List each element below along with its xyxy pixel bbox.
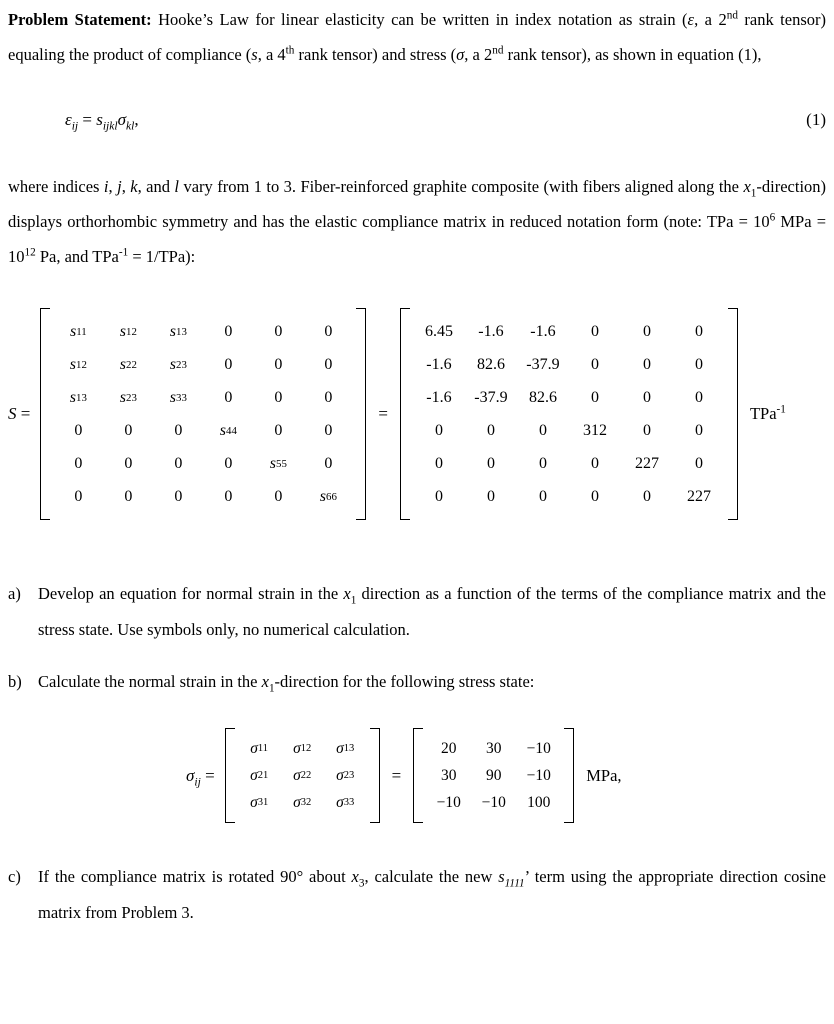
matrix-cell: 0 bbox=[274, 388, 283, 406]
matrix-cell: -1.6 bbox=[426, 388, 452, 406]
matrix-cell: −10 bbox=[526, 739, 551, 757]
matrix-cell: s 12 bbox=[69, 355, 87, 373]
matrix-cell: s 33 bbox=[169, 388, 187, 406]
text-segment: = bbox=[200, 765, 215, 785]
matrix-cell: 0 bbox=[590, 454, 599, 472]
matrix-cell: -37.9 bbox=[474, 388, 508, 406]
item-b bbox=[8, 664, 826, 700]
text-segment: , a 2 bbox=[694, 10, 727, 29]
text-segment: l bbox=[174, 177, 180, 196]
left-bracket bbox=[225, 728, 235, 823]
equation-1-number: (1) bbox=[806, 110, 826, 129]
text-segment: 6 bbox=[769, 211, 776, 224]
matrix-cell: -37.9 bbox=[526, 355, 560, 373]
text-segment: = bbox=[78, 110, 97, 129]
text-segment: TPa bbox=[749, 404, 777, 423]
matrix-cell: 0 bbox=[224, 487, 233, 505]
matrix-cell: 0 bbox=[538, 454, 547, 472]
text-segment: k bbox=[130, 177, 138, 196]
matrix-cell: 0 bbox=[274, 355, 283, 373]
stress-matrix-equation bbox=[186, 728, 826, 823]
matrix-cell: 0 bbox=[224, 355, 233, 373]
matrix-cell: 0 bbox=[434, 487, 443, 505]
text-segment: σ bbox=[456, 45, 465, 64]
compliance-numeric-grid bbox=[410, 308, 728, 520]
left-bracket bbox=[400, 308, 410, 520]
matrix-cell: σ 31 bbox=[250, 793, 269, 811]
text-segment: , calculate the new bbox=[364, 867, 499, 886]
matrix-cell: 227 bbox=[686, 487, 711, 505]
text-segment: Hooke’s Law for linear elasticity can be written in index notation as strain ( bbox=[151, 10, 688, 29]
matrix-cell: −10 bbox=[481, 793, 506, 811]
matrix-cell: σ 32 bbox=[293, 793, 312, 811]
text-segment: , bbox=[121, 177, 131, 196]
equation-1 bbox=[8, 102, 826, 137]
matrix-cell: -1.6 bbox=[530, 322, 556, 340]
text-segment: Calculate the normal strain in the bbox=[38, 672, 262, 691]
text-segment: 1 bbox=[268, 682, 275, 695]
matrix-cell: s 66 bbox=[319, 487, 337, 505]
matrix-cell: s 55 bbox=[269, 454, 287, 472]
stress-numeric-matrix bbox=[413, 728, 574, 823]
text-segment: rank tensor) and stress ( bbox=[294, 45, 457, 64]
text-segment: Develop an equation for normal strain in the bbox=[38, 584, 344, 603]
text-segment: s bbox=[251, 45, 258, 64]
matrix-cell: 0 bbox=[174, 421, 183, 439]
matrix-cell: s 44 bbox=[219, 421, 237, 439]
text-segment: where indices bbox=[8, 177, 104, 196]
text-segment: ε bbox=[687, 10, 695, 29]
matrix-cell: 0 bbox=[694, 388, 703, 406]
text-segment: Pa, and TPa bbox=[35, 247, 119, 266]
stress-unit bbox=[586, 766, 621, 786]
matrix-cell: σ 21 bbox=[250, 766, 269, 784]
text-segment: 12 bbox=[24, 246, 36, 259]
text-segment: rank tensor) equaling the product of compliance ( bbox=[8, 10, 826, 64]
stress-symbolic-matrix bbox=[225, 728, 380, 823]
matrix-cell: -1.6 bbox=[426, 355, 452, 373]
matrix-cell: 82.6 bbox=[528, 388, 557, 406]
matrix-cell: 0 bbox=[590, 322, 599, 340]
text-segment: ’ term using the appropriate direction cosine matrix from Problem 3. bbox=[38, 867, 826, 922]
text-segment: MPa = 10 bbox=[8, 212, 826, 266]
matrix-cell: σ 23 bbox=[336, 766, 355, 784]
text-segment: x bbox=[261, 672, 269, 691]
text-segment: σ bbox=[117, 110, 126, 129]
item-b-label: b) bbox=[8, 672, 22, 691]
matrix-cell: 0 bbox=[694, 322, 703, 340]
matrix-cell: 0 bbox=[274, 487, 283, 505]
equals-sign: = bbox=[378, 404, 388, 423]
matrix-cell: s 13 bbox=[69, 388, 87, 406]
text-segment: -direction for the following stress state: bbox=[274, 672, 535, 691]
matrix-cell: 0 bbox=[324, 421, 333, 439]
text-segment: ijkl bbox=[102, 119, 118, 133]
text-segment: ij bbox=[71, 119, 79, 133]
matrix-cell: −10 bbox=[436, 793, 461, 811]
matrix-cell: 0 bbox=[590, 388, 599, 406]
equals-sign: = bbox=[391, 765, 402, 785]
matrix-cell: 0 bbox=[74, 487, 83, 505]
matrix-cell: 0 bbox=[274, 421, 283, 439]
matrix-cell: 0 bbox=[174, 487, 183, 505]
matrix-cell: 0 bbox=[642, 421, 651, 439]
matrix-cell: 0 bbox=[434, 454, 443, 472]
matrix-cell: 0 bbox=[642, 487, 651, 505]
right-bracket bbox=[564, 728, 574, 823]
matrix-cell: 0 bbox=[124, 454, 133, 472]
matrix-cell: 0 bbox=[74, 454, 83, 472]
matrix-cell: 0 bbox=[642, 388, 651, 406]
right-bracket bbox=[370, 728, 380, 823]
text-segment: 3 bbox=[358, 877, 365, 890]
matrix-cell: 0 bbox=[224, 454, 233, 472]
matrix-cell: 0 bbox=[642, 355, 651, 373]
text-segment: -direction) displays orthorhombic symmetry and has the elastic compliance matrix in reduced notation form (note: TPa = 10 bbox=[8, 177, 827, 231]
matrix-cell: 0 bbox=[174, 454, 183, 472]
text-segment: -1 bbox=[776, 403, 786, 416]
text-segment: x bbox=[351, 867, 359, 886]
matrix-cell: 6.45 bbox=[424, 322, 453, 340]
matrix-cell: 0 bbox=[324, 355, 333, 373]
text-segment: ε bbox=[65, 110, 72, 129]
text-segment: nd bbox=[492, 44, 504, 57]
matrix-cell: 90 bbox=[486, 766, 502, 784]
right-bracket bbox=[356, 308, 366, 520]
item-c-label: c) bbox=[8, 867, 21, 886]
item-c-text bbox=[38, 859, 826, 931]
text-segment: kl bbox=[125, 119, 135, 133]
item-a-text bbox=[38, 576, 826, 648]
matrix-cell: 0 bbox=[274, 322, 283, 340]
matrix-cell: 0 bbox=[538, 421, 547, 439]
matrix-cell: 20 bbox=[441, 739, 457, 757]
item-b-text bbox=[38, 664, 826, 700]
text-segment: vary from 1 to 3. Fiber-reinforced graphite composite (with fibers aligned along the bbox=[179, 177, 744, 196]
text-segment: th bbox=[285, 44, 295, 57]
text-segment: direction as a function of the terms of the compliance matrix and the stress state. Use symbols only, no numerical calculation. bbox=[38, 584, 826, 639]
matrix-cell: σ 12 bbox=[293, 739, 312, 757]
matrix-cell: σ 11 bbox=[250, 739, 269, 757]
stress-symbolic-grid bbox=[235, 728, 370, 823]
matrix-cell: 0 bbox=[486, 487, 495, 505]
text-segment: x bbox=[743, 177, 751, 196]
matrix-cell: 100 bbox=[527, 793, 551, 811]
matrix-cell: s 11 bbox=[69, 322, 87, 340]
compliance-symbolic-matrix bbox=[40, 308, 366, 520]
matrix-cell: 0 bbox=[590, 487, 599, 505]
matrix-cell: 0 bbox=[538, 487, 547, 505]
text-segment: nd bbox=[726, 9, 738, 22]
matrix-cell: 0 bbox=[324, 388, 333, 406]
matrix-cell: 0 bbox=[590, 355, 599, 373]
item-a bbox=[8, 576, 826, 648]
matrix-cell: −10 bbox=[526, 766, 551, 784]
right-bracket bbox=[728, 308, 738, 520]
text-segment: , a 2 bbox=[464, 45, 493, 64]
text-segment: s bbox=[96, 110, 103, 129]
matrix-cell: 0 bbox=[434, 421, 443, 439]
text-segment: , bbox=[108, 177, 118, 196]
matrix-cell: σ 33 bbox=[336, 793, 355, 811]
matrix-cell: 312 bbox=[582, 421, 607, 439]
matrix-cell: σ 13 bbox=[336, 739, 355, 757]
problem-statement-paragraph bbox=[8, 2, 826, 72]
text-segment: x bbox=[343, 584, 351, 603]
compliance-matrix-equation bbox=[8, 308, 826, 520]
compliance-symbolic-grid bbox=[50, 308, 356, 520]
text-segment: σ bbox=[186, 765, 195, 785]
matrix-cell: 30 bbox=[486, 739, 502, 757]
compliance-unit bbox=[750, 404, 786, 424]
matrix-cell: 0 bbox=[324, 454, 333, 472]
matrix-cell: 0 bbox=[224, 322, 233, 340]
matrix-cell: 0 bbox=[324, 322, 333, 340]
text-segment: = 1/TPa): bbox=[128, 247, 196, 266]
text-segment: i bbox=[103, 177, 109, 196]
stress-numeric-grid bbox=[423, 728, 564, 823]
matrix-cell: s 23 bbox=[169, 355, 187, 373]
matrix-cell: 0 bbox=[486, 454, 495, 472]
matrix-cell: 0 bbox=[224, 388, 233, 406]
text-segment: 1111 bbox=[504, 877, 525, 890]
matrix-cell: s 22 bbox=[119, 355, 137, 373]
matrix-cell: 0 bbox=[694, 454, 703, 472]
left-bracket bbox=[413, 728, 423, 823]
text-segment: MPa, bbox=[586, 765, 622, 785]
item-a-label: a) bbox=[8, 584, 21, 603]
matrix-cell: 82.6 bbox=[476, 355, 505, 373]
text-segment: rank tensor), as shown in equation (1), bbox=[503, 45, 762, 64]
equation-1-body bbox=[65, 102, 139, 137]
text-segment: 1 bbox=[350, 594, 357, 607]
matrix-cell: -1.6 bbox=[478, 322, 504, 340]
matrix-cell: 0 bbox=[694, 355, 703, 373]
matrix-cell: 0 bbox=[124, 421, 133, 439]
matrix-cell: s 13 bbox=[169, 322, 187, 340]
compliance-lhs bbox=[8, 404, 30, 424]
text-segment: If the compliance matrix is rotated 90° about bbox=[38, 867, 352, 886]
left-bracket bbox=[40, 308, 50, 520]
text-segment: Problem Statement: bbox=[8, 10, 152, 29]
text-segment: -1 bbox=[118, 246, 129, 259]
stress-lhs bbox=[186, 766, 215, 786]
matrix-cell: 0 bbox=[694, 421, 703, 439]
matrix-cell: 0 bbox=[124, 487, 133, 505]
text-segment: , bbox=[134, 110, 139, 129]
compliance-numeric-matrix bbox=[400, 308, 738, 520]
matrix-cell: 30 bbox=[441, 766, 457, 784]
matrix-cell: 0 bbox=[74, 421, 83, 439]
text-segment: S bbox=[8, 404, 17, 423]
text-segment: , a 4 bbox=[257, 45, 286, 64]
text-segment: s bbox=[498, 867, 505, 886]
matrix-cell: σ 22 bbox=[293, 766, 312, 784]
text-segment: ij bbox=[194, 774, 201, 788]
text-segment: j bbox=[117, 177, 122, 196]
matrix-cell: s 12 bbox=[119, 322, 137, 340]
text-segment: , and bbox=[137, 177, 175, 196]
item-c bbox=[8, 859, 826, 931]
text-segment: = bbox=[16, 404, 31, 423]
matrix-cell: s 23 bbox=[119, 388, 137, 406]
matrix-cell: 0 bbox=[486, 421, 495, 439]
indices-paragraph bbox=[8, 169, 826, 274]
matrix-cell: 0 bbox=[642, 322, 651, 340]
text-segment: 1 bbox=[750, 187, 757, 200]
matrix-cell: 227 bbox=[634, 454, 659, 472]
